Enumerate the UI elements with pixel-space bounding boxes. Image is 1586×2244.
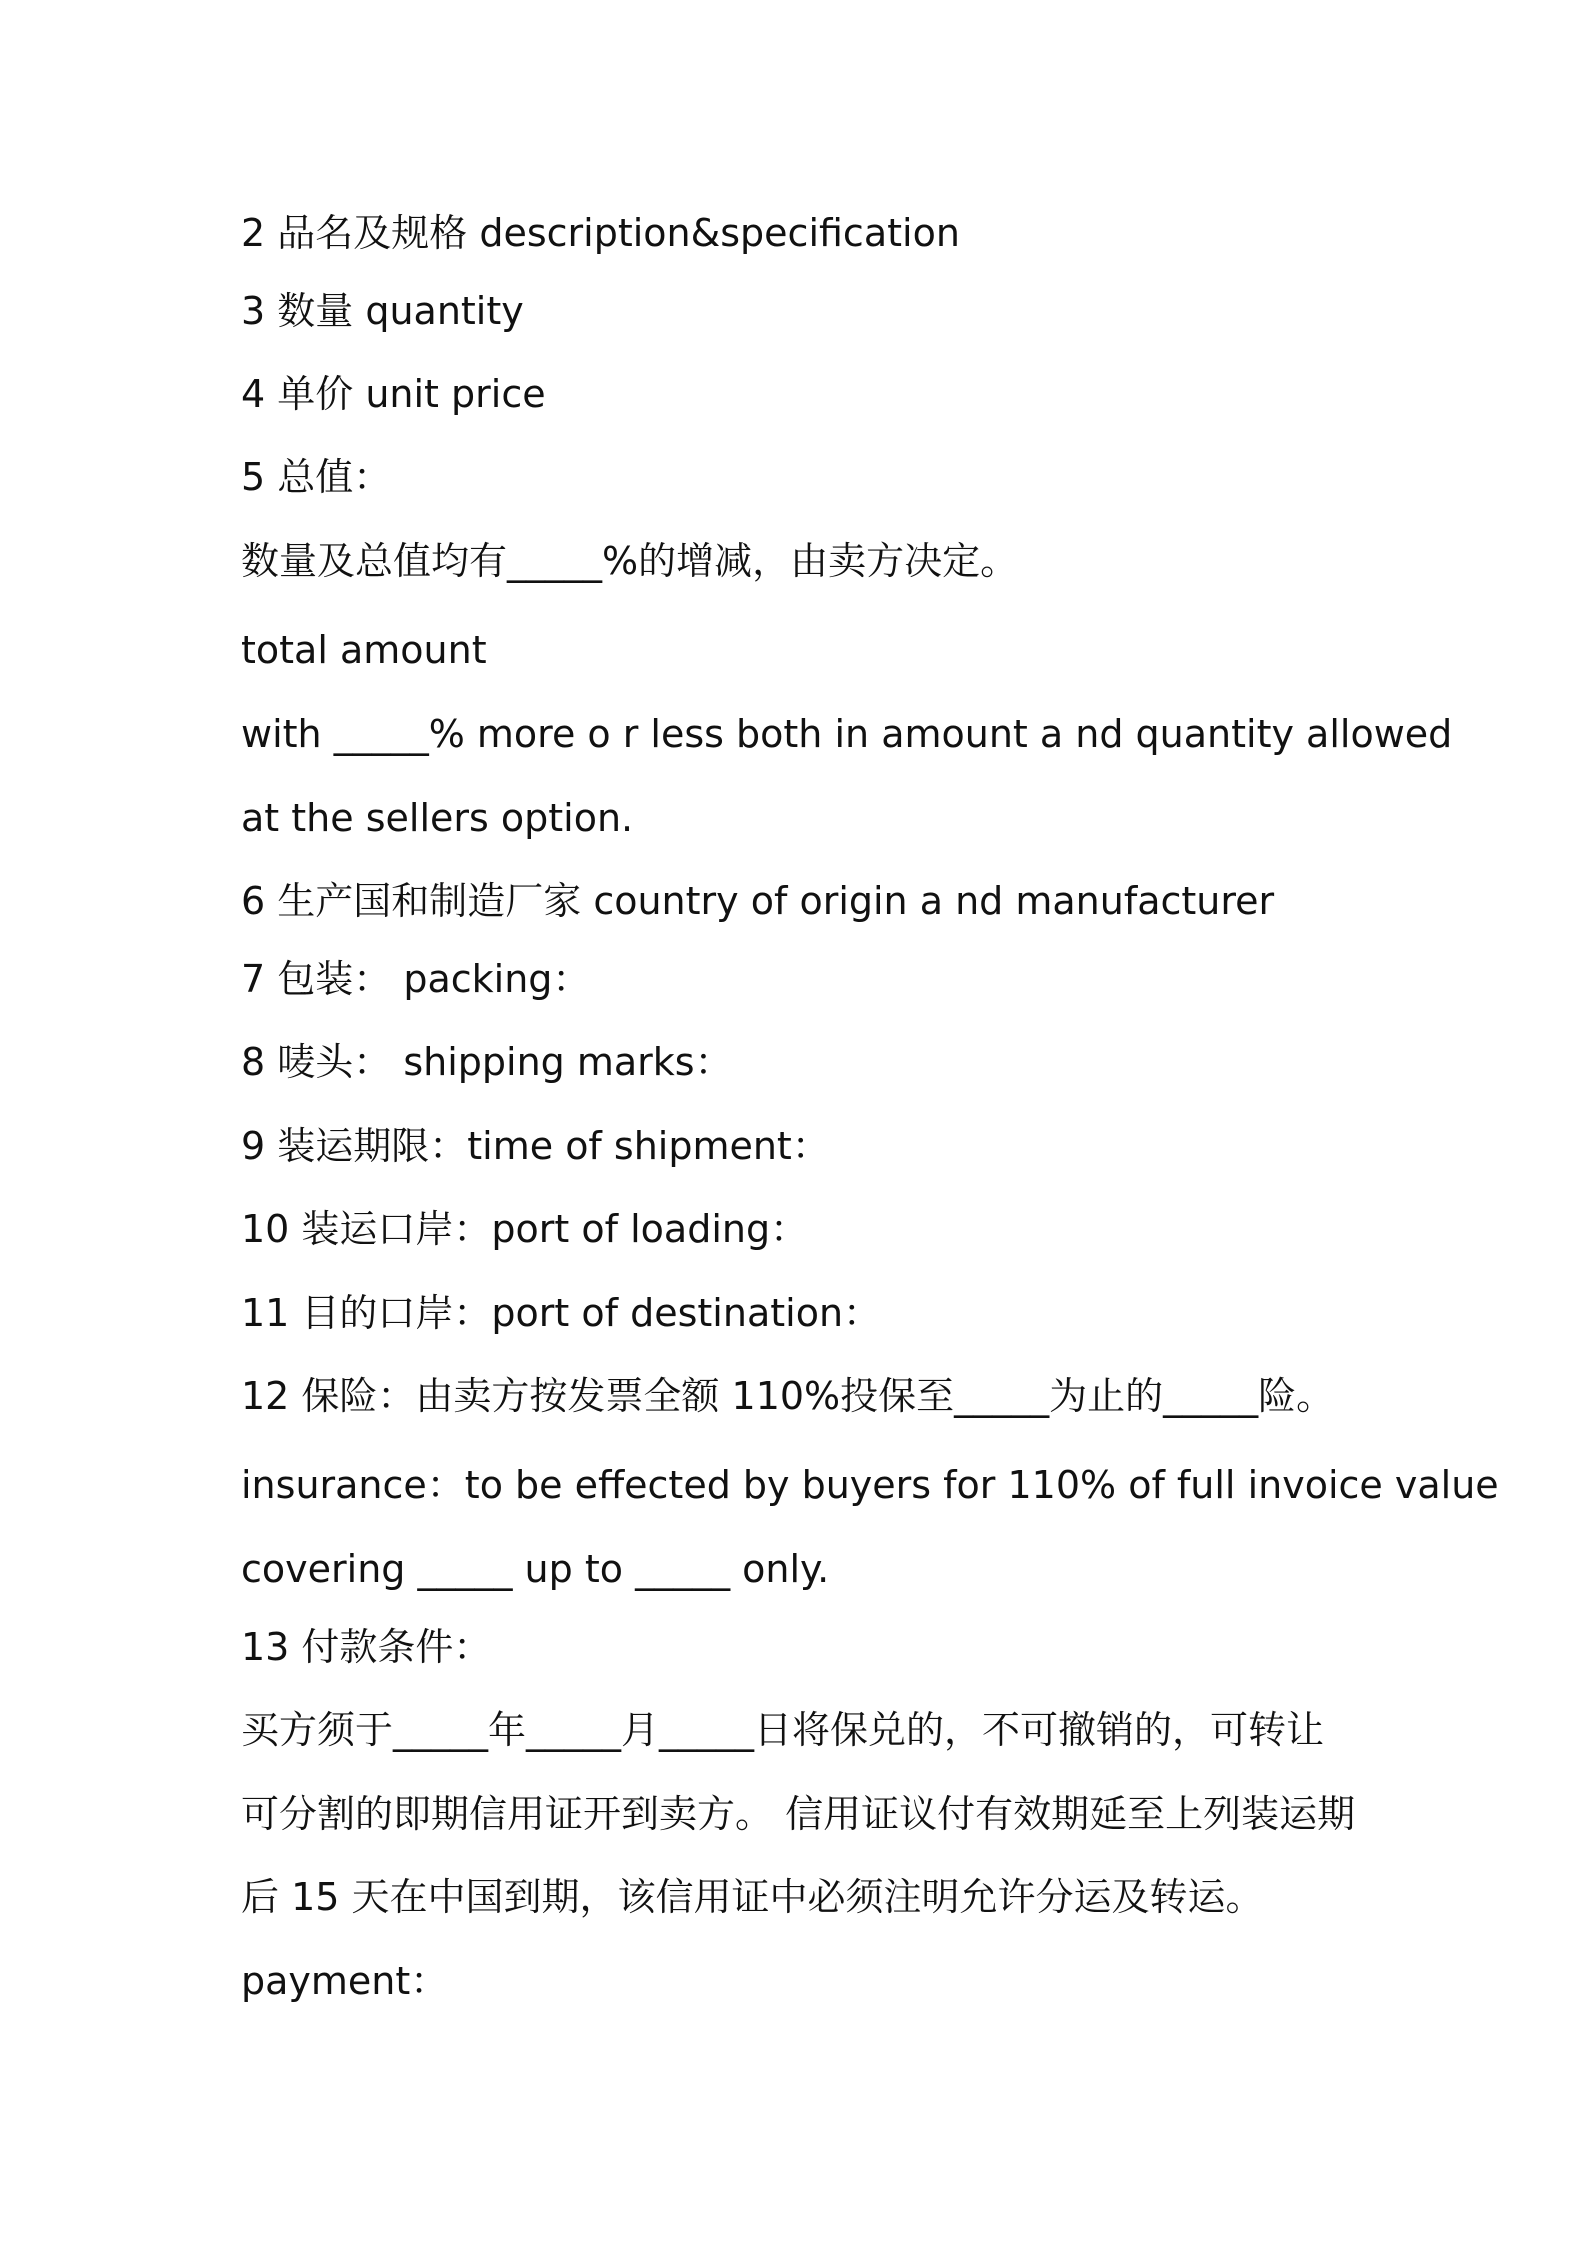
- total-amount-en-label: total amount: [241, 628, 487, 672]
- item-12-insurance-cn: 12 保险：由卖方按发票全额 110%投保至_____为止的_____险。: [241, 1374, 1335, 1418]
- item-3-quantity: 3 数量 quantity: [241, 289, 524, 333]
- insurance-en-text: insurance：to be effected by buyers for 110% of full invoice value: [241, 1463, 1499, 1507]
- payment-cn-text-2: 可分割的即期信用证开到卖方。 信用证议付有效期延至上列装运期: [241, 1792, 1356, 1836]
- item-7-packing: 7 包装： packing：: [241, 957, 591, 1001]
- payment-cn-text-1: 买方须于_____年_____月_____日将保兑的，不可撤销的，可转让: [241, 1708, 1325, 1752]
- item-9-shipment-time: 9 装运期限：time of shipment：: [241, 1124, 830, 1168]
- item-6-origin: 6 生产国和制造厂家 country of origin a nd manufacturer: [241, 879, 1275, 923]
- item-11-port-destination: 11 目的口岸：port of destination：: [241, 1291, 882, 1335]
- total-value-cn-text: 数量及总值均有_____%的增减，由卖方决定。: [241, 539, 1019, 583]
- item-10-port-loading: 10 装运口岸：port of loading：: [241, 1207, 809, 1251]
- payment-en-label: payment：: [241, 1959, 449, 2003]
- item-2-description: 2 品名及规格 description&specification: [241, 211, 960, 255]
- total-amount-en-text-cont: at the sellers option.: [241, 796, 634, 840]
- insurance-en-text-cont: covering _____ up to _____ only.: [241, 1547, 830, 1591]
- item-4-unit-price: 4 单价 unit price: [241, 372, 546, 416]
- item-8-shipping-marks: 8 唛头： shipping marks：: [241, 1040, 733, 1084]
- total-amount-en-text: with _____% more o r less both in amount a nd quantity allowed: [241, 712, 1453, 756]
- item-13-payment-terms: 13 付款条件：: [241, 1625, 492, 1669]
- payment-cn-text-3: 后 15 天在中国到期，该信用证中必须注明允许分运及转运。: [241, 1875, 1264, 1919]
- item-5-total-value: 5 总值：: [241, 455, 392, 499]
